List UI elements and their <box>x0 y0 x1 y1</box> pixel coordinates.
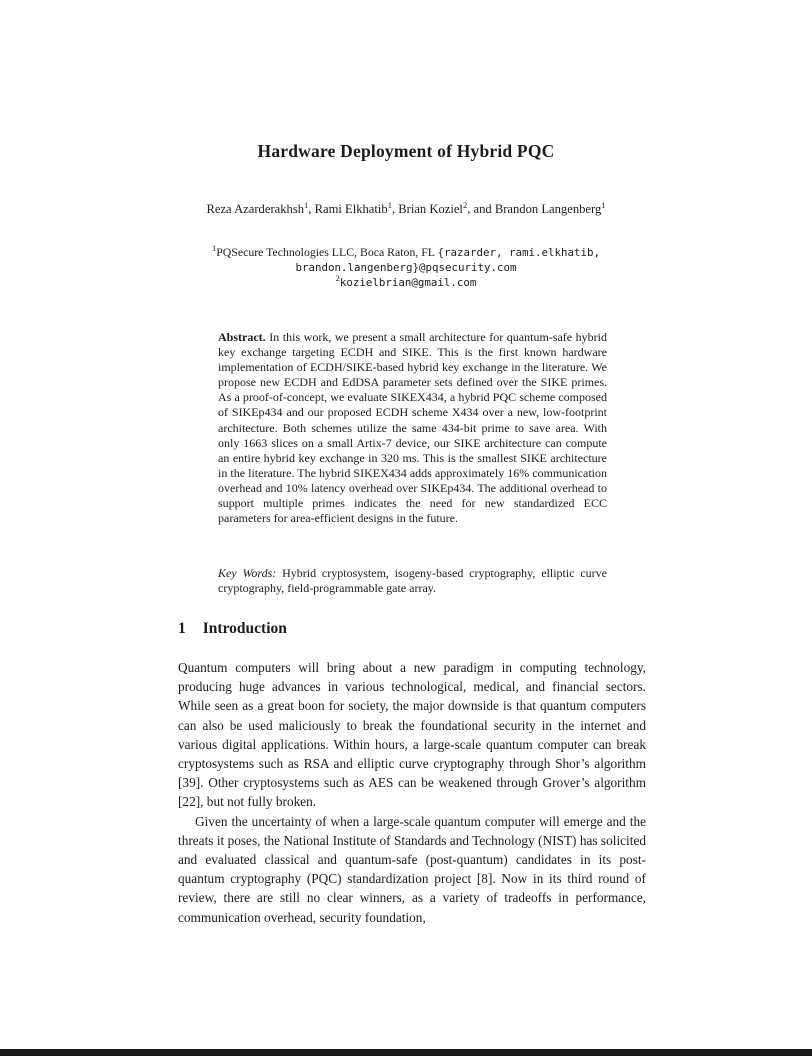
abstract <box>218 330 607 526</box>
keywords <box>218 566 607 596</box>
author-affmark-2: 1 <box>387 199 392 210</box>
author-name-3: Brian Koziel <box>398 202 463 216</box>
affiliation-emails-part2: brandon.langenberg}@pqsecurity.com <box>295 261 517 274</box>
author-name-4: Brandon Langenberg <box>494 202 602 216</box>
keywords-label: Key Words: <box>218 566 277 580</box>
intro-paragraph-1: Quantum computers will bring about a new paradigm in computing technology, producing huge advances in various technological, medical, and financial sectors. While seen as a great boon for society, the major downside is that quantum computers can also be used maliciously to break the foundational security in the internet and various digital applications. Within hours, a large-scale quantum computer can break cryptosystems such as RSA and elliptic curve cryptography through Shor’s algorithm [39]. Other cryptosystems such as AES can be weakened through Grover’s algorithm [22], but not fully broken. <box>178 660 646 810</box>
section-number: 1 <box>178 620 186 637</box>
page-bottom-edge-bar <box>0 1049 812 1056</box>
affiliation-text: PQSecure Technologies LLC, Boca Raton, FL <box>216 245 438 259</box>
section-heading-introduction <box>178 620 646 638</box>
author-separator-3: , and <box>467 202 495 216</box>
abstract-text: In this work, we present a small architecture for quantum-safe hybrid key exchange targeting ECDH and SIKE. This is the first known hardware implementation of ECDH/SIKE-based hybrid key exchange in the literature. We propose new ECDH and EdDSA parameter sets defined over the SIKE primes. As a proof-of-concept, we evaluate SIKEX434, a hybrid PQC scheme composed of SIKEp434 and our proposed ECDH scheme X434 over a new, low-footprint architecture. Both schemes utilize the same 434-bit prime to save area. With only 1663 slices on a small Artix-7 device, our SIKE architecture can compute an entire hybrid key exchange in 320 ms. This is the smallest SIKE architecture in the literature. The hybrid SIKEX434 adds approximately 16% communication overhead and 10% latency overhead over SIKEp434. The additional overhead to support multiple primes indicates the need for new standardized ECC parameters for area-efficient designs in the future. <box>218 330 607 526</box>
abstract-label: Abstract. <box>218 330 266 344</box>
affiliation-block <box>146 245 666 290</box>
author-separator-1: , <box>308 202 315 216</box>
author-name-2: Rami Elkhatib <box>314 202 388 216</box>
author-name-1: Reza Azarderakhsh <box>206 202 305 216</box>
author-separator-2: , <box>391 202 399 216</box>
introduction-body <box>178 658 646 927</box>
author-affmark-4: 1 <box>601 199 606 210</box>
affiliation-emails-part1: {razarder, rami.elkhatib, <box>437 246 601 259</box>
paper-title: Hardware Deployment of Hybrid PQC <box>257 141 555 161</box>
affiliation-email-2: kozielbrian@gmail.com <box>339 276 477 289</box>
intro-paragraph-2: Given the uncertainty of when a large-scale quantum computer will emerge and the threats it poses, the National Institute of Standards and Technology (NIST) has solicited and evaluated classical and quantum-safe (post-quantum) candidates in its post-quantum cryptography (PQC) standardization project [8]. Now in its third round of review, there are still no clear winners, as a variety of tradeoffs in performance, communication overhead, security foundation, <box>178 813 646 925</box>
author-affmark-1: 1 <box>304 199 309 210</box>
affiliation-mark-2: 2 <box>335 273 340 284</box>
keywords-text: Hybrid cryptosystem, isogeny-based cryptography, elliptic curve cryptography, field-programmable gate array. <box>218 566 607 596</box>
author-affmark-3: 2 <box>462 199 468 210</box>
section-title: Introduction <box>202 620 287 637</box>
affiliation-mark-1: 1 <box>211 243 217 254</box>
author-line <box>196 199 616 220</box>
